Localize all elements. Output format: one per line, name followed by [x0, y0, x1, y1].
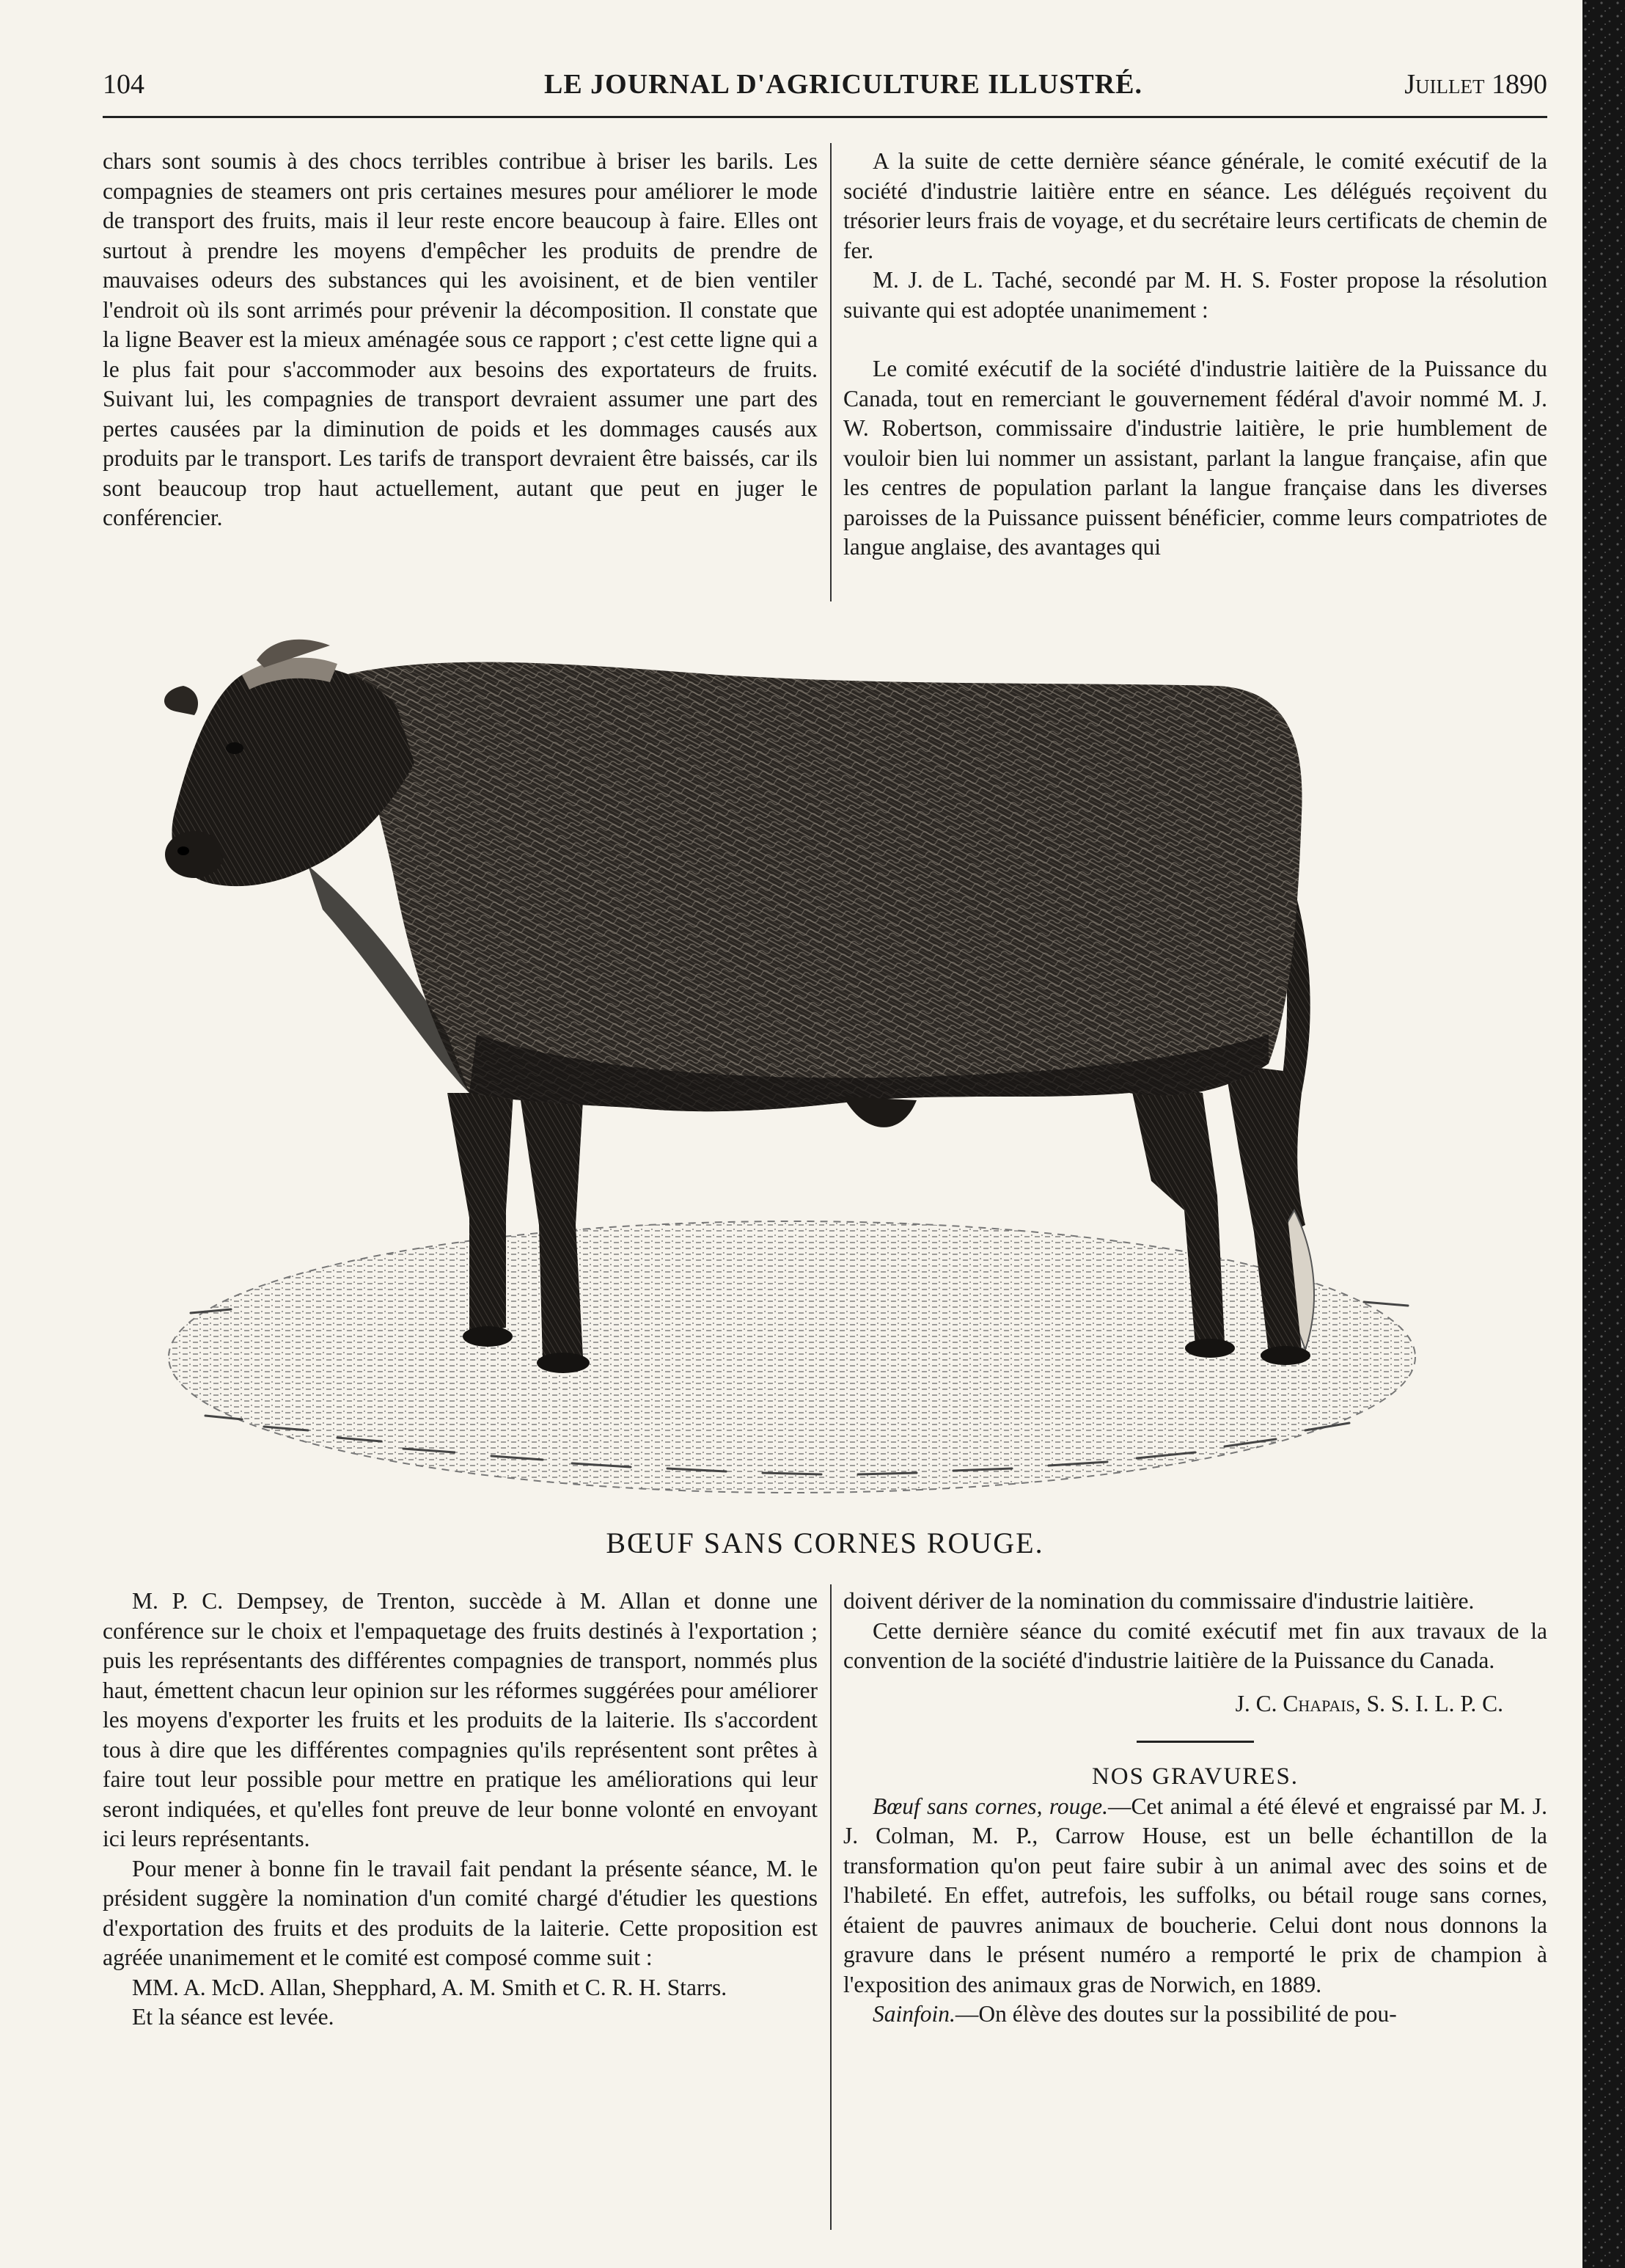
paragraph: Le comité exécutif de la société d'industrie laitière de la Puissance du Canada, tout en remerciant le gouvernement fédéral d'avoir nommé M. J. W. Robertson, commissaire d'industrie laitière, le prie humblement de vouloir bien lui nommer un assistant, parlant la langue française, afin que les centres de population parlant la langue française dans les diverses paroisses de la Puissance puissent bénéficier, comme leurs compatriotes de langue anglaise, des avantages qui [843, 356, 1547, 560]
page-header [103, 66, 1547, 110]
issue-date: Juillet 1890 [1404, 69, 1547, 100]
gravure-title: Sainfoin. [873, 2001, 955, 2027]
journal-title: LE JOURNAL D'AGRICULTURE ILLUSTRÉ. [543, 69, 1142, 100]
header-rule [103, 116, 1547, 118]
paragraph: M. J. de L. Taché, secondé par M. H. S. Foster propose la résolution suivante qui est adoptée unanimement : [843, 267, 1547, 323]
top-right-column [843, 147, 1547, 563]
paragraph: Cette dernière séance du comité exécutif met fin aux travaux de la convention de la société d'industrie laitière de la Puissance du Canada. [843, 1617, 1547, 1673]
signature-name: J. C. Chapais, [1235, 1690, 1361, 1716]
paragraph: M. P. C. Dempsey, de Trenton, succède à M. Allan et donne une conférence sur le choix et l'empaquetage des fruits destinés à l'exportation ; puis les représentants des différentes compagnies de transport, nommés plus haut, émettent chacun leur opinion sur les réformes suggérées pour améliorer les moyens d'exporter les fruits et les produits de la laiterie. Ils s'accordent tous à dire que les différentes compagnies qu'ils représentent sont prêtes à faire tout leur possible pour mettre en pratique les améliorations qui leur seront indiquées, et qu'elles font preuve de leur bonne volonté en envoyant ici leurs représentants. [103, 1588, 818, 1851]
gravure-title: Bœuf sans cornes, rouge. [873, 1793, 1109, 1819]
bottom-right-column [843, 1587, 1547, 2030]
paragraph: Pour mener à bonne fin le travail fait pendant la présente séance, M. le président suggère la nomination d'un comité chargé d'étudier les questions d'exportation des fruits et des produits de la laiterie. Cette proposition est agréée unanimement et le comité est composé comme suit : [103, 1855, 818, 1970]
cow-engraving [161, 623, 1445, 1518]
page-number: 104 [103, 69, 144, 100]
column-divider-bottom [830, 1584, 832, 2230]
section-rule [1137, 1741, 1254, 1743]
paragraph: doivent dériver de la nomination du commissaire d'industrie laitière. [843, 1588, 1475, 1614]
column-divider-top [830, 143, 832, 601]
paragraph: MM. A. McD. Allan, Shepphard, A. M. Smith et C. R. H. Starrs. [132, 1974, 727, 2000]
gravure-text: —Cet animal a été élevé et engraissé par M. J. J. Colman, M. P., Carrow House, est un belle échantillon de la transformation qu'on peut faire subir à un animal avec des soins et de l'habileté. En effet, autrefois, les suffolks, ou bétail rouge sans cornes, étaient de pauvres animaux de boucherie. Celui dont nous donnons la gravure dans le présent numéro a remporté le prix de champion à l'exposition des animaux gras de Norwich, en 1889. [843, 1793, 1547, 1997]
paragraph: A la suite de cette dernière séance générale, le comité exécutif de la société d'industrie laitière entre en séance. Les délégués reçoivent du trésorier leurs frais de voyage, et du secrétaire leurs certificats de chemin de fer. [843, 148, 1547, 263]
paragraph: Et la séance est levée. [132, 2004, 334, 2030]
bottom-left-column [103, 1587, 818, 2033]
signature [843, 1689, 1547, 1719]
top-left-column [103, 147, 818, 533]
signature-title: S. S. I. L. P. C. [1366, 1690, 1503, 1716]
section-title: NOS GRAVURES. [1091, 1763, 1299, 1790]
paragraph [843, 1792, 1547, 2000]
paragraph [843, 2000, 1547, 2030]
figure-caption: BŒUF SANS CORNES ROUGE. [606, 1526, 1044, 1559]
scan-edge-strip [1582, 0, 1625, 2268]
paragraph: chars sont soumis à des chocs terribles contribue à briser les barils. Les compagnies de steamers ont pris certaines mesures pour améliorer le mode de transport des fruits, mais il leur reste encore beaucoup à faire. Elles ont surtout à prendre les moyens d'empêcher les produits de prendre de mauvaises odeurs des substances qui les avoisinent, et de bien ventiler l'endroit où ils sont arrimés pour prévenir la décomposition. Il constate que la ligne Beaver est la mieux aménagée sous ce rapport ; c'est cette ligne qui a le plus fait pour s'accommoder aux besoins des exportateurs de fruits. Suivant lui, les compagnies de transport devraient assumer une part des pertes causées par la diminution de poids et les dommages causés aux produits par le transport. Les tarifs de transport devraient être baissés, car ils sont beaucoup trop haut actuellement, autant que peut en juger le conférencier. [103, 148, 818, 530]
gravure-text: —On élève des doutes sur la possibilité de pou- [955, 2001, 1397, 2027]
